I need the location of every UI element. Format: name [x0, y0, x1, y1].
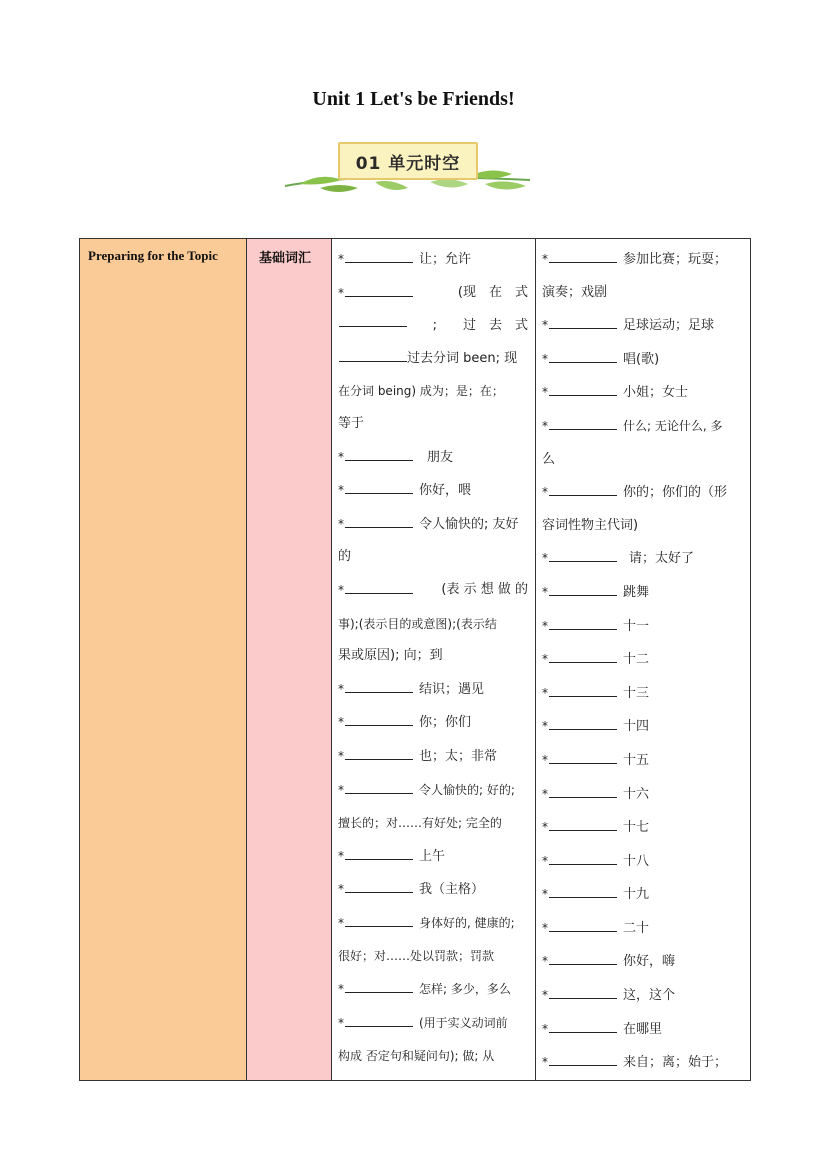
answer-blank[interactable] [549, 646, 617, 663]
answer-blank[interactable] [549, 948, 617, 965]
answer-blank[interactable] [345, 280, 413, 297]
answer-blank[interactable] [549, 379, 617, 396]
list-item: 么 [542, 451, 556, 467]
answer-blank[interactable] [345, 1010, 413, 1027]
answer-blank[interactable] [345, 511, 413, 528]
list-item: ; 过 去 式 [338, 310, 528, 343]
list-item: * 来自；离；始于； [542, 1046, 743, 1080]
list-item: * 参加比赛；玩耍； [542, 243, 743, 277]
list-item: 构成 否定句和疑问句); 做; 从 [338, 1049, 495, 1064]
answer-blank[interactable] [549, 413, 617, 430]
answer-blank[interactable] [549, 680, 617, 697]
list-item: * 朋友 [338, 441, 528, 475]
table-row [80, 239, 751, 1081]
list-item: * 你的；你们的（形 [542, 476, 743, 510]
list-item: * 怎样; 多少，多么 [338, 973, 528, 1007]
list-item: * 我（主格） [338, 873, 528, 907]
answer-blank[interactable] [549, 814, 617, 831]
answer-blank[interactable] [345, 676, 413, 693]
answer-blank[interactable] [549, 982, 617, 999]
vocab-column-right [536, 239, 751, 1081]
list-item: * 身体好的, 健康的; [338, 907, 528, 941]
banner-label: 01 单元时空 [338, 142, 478, 180]
list-item: * 令人愉快的; 友好 [338, 508, 528, 542]
answer-blank[interactable] [345, 876, 413, 893]
answer-blank[interactable] [549, 713, 617, 730]
section-banner [280, 136, 540, 202]
category-label: 基础词汇 [259, 251, 312, 266]
answer-blank[interactable] [339, 345, 407, 362]
list-item: * 十八 [542, 845, 743, 879]
answer-blank[interactable] [549, 1016, 617, 1033]
list-item: * 十五 [542, 744, 743, 778]
list-item: * 足球运动；足球 [542, 309, 743, 343]
answer-blank[interactable] [345, 777, 413, 794]
list-item: * (现 在 式 [338, 277, 528, 311]
list-item: 演奏；戏剧 [542, 284, 608, 300]
list-item: * 你好，喂 [338, 474, 528, 508]
list-item: * 十二 [542, 643, 743, 677]
answer-blank[interactable] [549, 479, 617, 496]
answer-blank[interactable] [549, 545, 617, 562]
list-item: * 唱(歌) [542, 343, 743, 377]
list-item: 等于 [338, 415, 365, 431]
vocabulary-table [79, 238, 751, 1081]
list-item: 很好；对……处以罚款；罚款 [338, 949, 495, 964]
answer-blank[interactable] [345, 843, 413, 860]
list-item: 事);(表示目的或意图);(表示结 [338, 616, 497, 631]
answer-blank[interactable] [549, 848, 617, 865]
list-item: * 十四 [542, 710, 743, 744]
answer-blank[interactable] [549, 246, 617, 263]
list-item: * 令人愉快的; 好的; [338, 774, 528, 808]
list-item: * 也；太；非常 [338, 740, 528, 774]
answer-blank[interactable] [345, 246, 413, 263]
answer-blank[interactable] [549, 1049, 617, 1066]
answer-blank[interactable] [549, 346, 617, 363]
list-item: * 上午 [338, 840, 528, 874]
list-item: 的 [338, 549, 352, 565]
answer-blank[interactable] [549, 613, 617, 630]
topic-label: Preparing for the Topic [88, 248, 218, 263]
list-item: 在分词 being) 成为；是；在； [338, 384, 504, 399]
answer-blank[interactable] [345, 743, 413, 760]
answer-blank[interactable] [549, 781, 617, 798]
list-item: * 十一 [542, 610, 743, 644]
category-cell [247, 239, 332, 1081]
list-item: * 让；允许 [338, 243, 528, 277]
list-item: * 请；太好了 [542, 542, 743, 576]
list-item: * (用于实义动词前 [338, 1007, 528, 1041]
list-item: * 你好，嗨 [542, 945, 743, 979]
list-item: * 小姐；女士 [542, 376, 743, 410]
answer-blank[interactable] [339, 310, 407, 327]
answer-blank[interactable] [345, 444, 413, 461]
list-item: * (表 示 想 做 的 [338, 574, 528, 608]
answer-blank[interactable] [549, 747, 617, 764]
topic-cell [80, 239, 247, 1081]
list-item: * 十三 [542, 677, 743, 711]
answer-blank[interactable] [549, 915, 617, 932]
answer-blank[interactable] [345, 709, 413, 726]
answer-blank[interactable] [549, 881, 617, 898]
answer-blank[interactable] [345, 477, 413, 494]
list-item: 容词性物主代词) [542, 517, 639, 533]
vocab-column-left [332, 239, 536, 1081]
answer-blank[interactable] [345, 976, 413, 993]
list-item: * 二十 [542, 912, 743, 946]
list-item: * 在哪里 [542, 1013, 743, 1047]
answer-blank[interactable] [549, 579, 617, 596]
answer-blank[interactable] [345, 577, 413, 594]
list-item: * 十九 [542, 878, 743, 912]
list-item: * 这，这个 [542, 979, 743, 1013]
list-item: 擅长的；对……有好处; 完全的 [338, 816, 502, 831]
list-item: 过去分词 been; 现 [338, 343, 528, 376]
list-item: * 结识；遇见 [338, 673, 528, 707]
answer-blank[interactable] [549, 312, 617, 329]
list-item: * 什么; 无论什么, 多 [542, 410, 743, 444]
list-item: 果或原因); 向；到 [338, 648, 443, 664]
page-title: Unit 1 Let's be Friends! [312, 88, 515, 110]
list-item: * 跳舞 [542, 576, 743, 610]
list-item: * 十六 [542, 778, 743, 812]
list-item: * 十七 [542, 811, 743, 845]
answer-blank[interactable] [345, 910, 413, 927]
list-item: * 你；你们 [338, 706, 528, 740]
